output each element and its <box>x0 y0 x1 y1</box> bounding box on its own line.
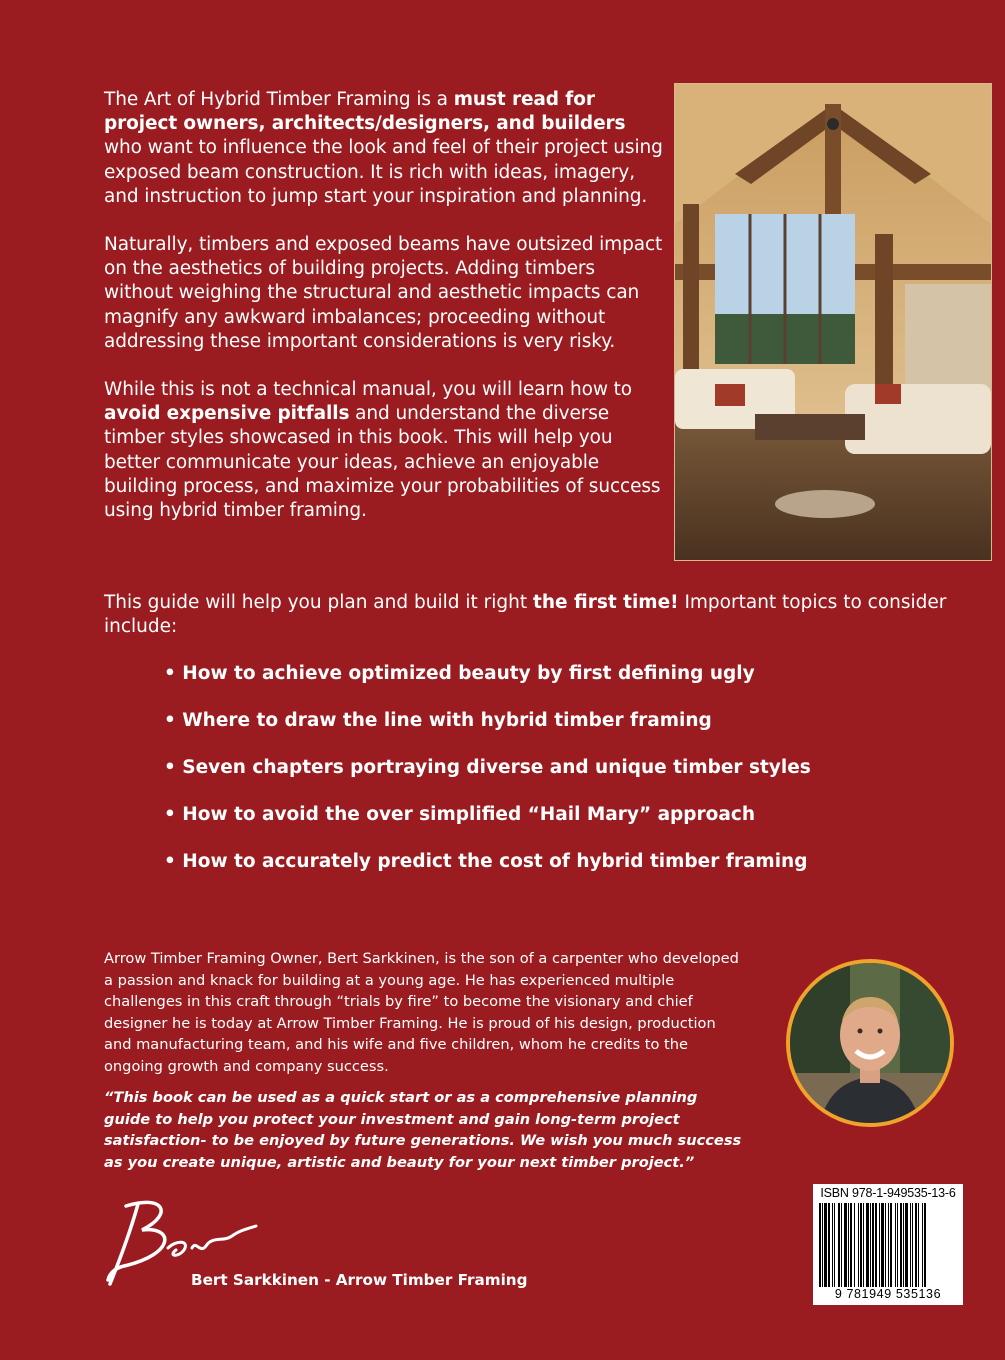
barcode-bar <box>838 1203 840 1287</box>
barcode-bar <box>895 1203 896 1287</box>
guide-intro: This guide will help you plan and build it right the first time! Important topics to consider include: <box>104 592 947 638</box>
isbn-digits: 9 781949 535136 <box>834 1287 942 1301</box>
list-item: • How to accurately predict the cost of hybrid timber framing <box>164 851 808 872</box>
intro-text <box>104 88 664 547</box>
emphasis-audience: must read for project owners, architects/designers, and builders <box>104 89 626 135</box>
emphasis-pitfalls: avoid expensive pitfalls <box>104 403 350 425</box>
barcode-bar <box>828 1203 830 1287</box>
barcode-bar <box>870 1203 871 1287</box>
barcode-bar <box>910 1203 911 1287</box>
barcode-bar <box>922 1203 923 1287</box>
barcode-bar <box>854 1203 855 1287</box>
barcode-bar <box>885 1203 886 1287</box>
barcode-bar <box>850 1203 852 1287</box>
isbn-barcode <box>813 1184 963 1305</box>
barcode-bar <box>824 1203 827 1287</box>
barcode-bar <box>863 1203 864 1287</box>
list-item: • Where to draw the line with hybrid timber framing <box>164 710 712 731</box>
list-item: • Seven chapters portraying diverse and unique timber styles <box>164 757 811 778</box>
barcode-bar <box>897 1203 898 1287</box>
author-portrait <box>786 959 954 1127</box>
barcode-bar <box>848 1203 849 1287</box>
barcode-bar <box>881 1203 884 1287</box>
barcode-bar <box>888 1203 889 1287</box>
barcode-bar <box>841 1203 842 1287</box>
barcode-bar <box>832 1203 833 1287</box>
list-item: • How to achieve optimized beauty by first defining ugly <box>164 663 755 684</box>
intro-paragraph-1: The Art of Hybrid Timber Framing is a must read for project owners, architects/designers, and builders who want to influence the look and feel of their project using exposed beam construction. It is rich with ideas, imagery, and instruction to jump start your inspiration and planning. <box>104 89 663 207</box>
author-bio: Arrow Timber Framing Owner, Bert Sarkkinen, is the son of a carpenter who developed a passion and knack for building at a young age. He has experienced multiple challenges in this craft through “trials by fire” to become the visionary and chief designer he is today at Arrow Timber Framing. He is proud of his design, production and manufacturing team, and his wife and five children, whom he credits to the ongoing growth and company success. <box>104 950 739 1075</box>
barcode-bar <box>872 1203 874 1287</box>
list-item: • How to avoid the over simplified “Hail Mary” approach <box>164 804 755 825</box>
barcode-bar <box>875 1203 877 1287</box>
barcode-bar <box>915 1203 917 1287</box>
intro-paragraph-3: While this is not a technical manual, you will learn how to avoid expensive pitfalls and understand the diverse timber styles showcased in this book. This will help you better communicate your ideas, achieve an enjoyable building process, and maximize your probabilities of success using hybrid timber framing. <box>104 379 661 522</box>
barcode-bar <box>903 1203 904 1287</box>
barcode-bar <box>890 1203 892 1287</box>
barcode-bar <box>819 1203 821 1287</box>
barcode-bar <box>918 1203 919 1287</box>
barcode-bar <box>858 1203 859 1287</box>
timber-interior-photo <box>674 83 992 561</box>
intro-paragraph-2: Naturally, timbers and exposed beams have outsized impact on the aesthetics of building projects. Adding timbers without weighing the structural and aesthetic impacts can magnify any awkward imbalances; proceeding without addressing these important considerations is very risky. <box>104 234 663 352</box>
barcode-bar <box>900 1203 902 1287</box>
barcode-bar <box>924 1203 926 1287</box>
barcode-bar <box>879 1203 880 1287</box>
emphasis-first-time: the first time! <box>532 592 679 613</box>
barcode-bar <box>860 1203 862 1287</box>
barcode-bar <box>905 1203 908 1287</box>
barcode-bar <box>822 1203 823 1287</box>
author-quote: “This book can be used as a quick start or as a comprehensive planning guide to help you protect your investment and gain long-term project satisfaction- to be enjoyed by future generations. We wish you much success as you create unique, artistic and beauty for your next timber project.” <box>104 1089 742 1172</box>
barcode-bar <box>844 1203 847 1287</box>
topics-list <box>164 660 884 895</box>
barcode-bars <box>819 1203 957 1287</box>
barcode-bar <box>912 1203 913 1287</box>
barcode-bar <box>834 1203 835 1287</box>
signature-name: Bert Sarkkinen - Arrow Timber Framing <box>191 1271 528 1289</box>
isbn-label: ISBN 978-1-949535-13-6 <box>820 1186 956 1200</box>
barcode-bar <box>866 1203 869 1287</box>
